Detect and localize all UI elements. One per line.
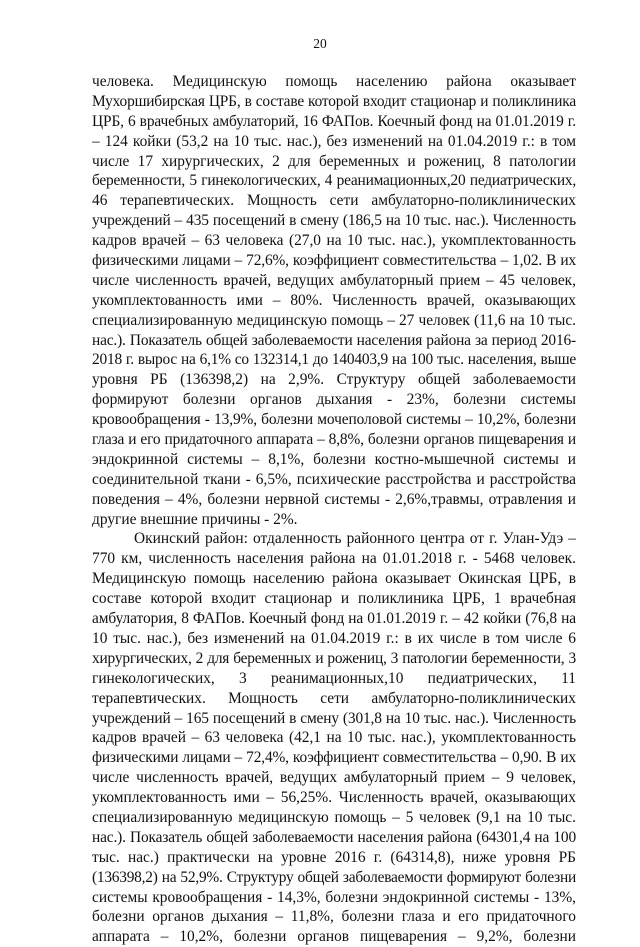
text-line: кровообращения - 13,9%, болезни мочеполовой системы – 10,2%, болезни [92,411,576,429]
text-line: кадров врачей – 63 человека (42,1 на 10 тыс. нас.), укомплектованность [92,729,576,747]
text-line: системы кровообращения - 14,3%, болезни эндокринной системы - 13%, [92,888,576,906]
text-line: аппарата – 10,2%, болезни органов пищеварения – 9,2%, болезни [92,928,576,946]
text-line: Мухоршибирская ЦРБ, в составе которой входит стационар и поликлиника [92,92,576,110]
text-line: Медицинскую помощь населению района оказывает Окинская ЦРБ, в [92,570,576,588]
text-line: болезни органов дыхания – 11,8%, болезни глаза и его придаточного [92,908,576,926]
text-line: тыс. нас.) практически на уровне 2016 г. (64314,8), ниже уровня РБ [92,848,576,866]
text-line: ЦРБ, 6 врачебных амбулаторий, 16 ФАПов. Коечный фонд на 01.01.2019 г. [92,112,576,130]
text-line: кадров врачей – 63 человека (27,0 на 10 тыс. нас.), укомплектованность [92,232,576,250]
text-line: терапевтических. Мощность сети амбулаторно-поликлинических [92,689,576,707]
text-line: составе которой входит стационар и поликлиника ЦРБ, 1 врачебная [92,590,576,608]
text-line: физическими лицами – 72,6%, коэффициент совместительства – 1,02. В их [92,252,576,270]
text-line: – 124 койки (53,2 на 10 тыс. нас.), без изменений на 01.04.2019 г.: в том [92,132,576,150]
text-line: амбулатория, 8 ФАПов. Коечный фонд на 01.01.2019 г. – 42 койки (76,8 на [92,610,576,628]
text-line: гинекологических, 3 реанимационных,10 педиатрических, 11 [92,669,576,687]
text-line: эндокринной системы – 8,1%, болезни костно-мышечной системы и [92,450,576,468]
text-line: числе 17 хирургических, 2 для беременных и рожениц, 8 патологии [92,152,576,170]
text-line: специализированную медицинскую помощь – 5 человек (9,1 на 10 тыс. [92,808,576,826]
page-number: 20 [313,36,327,51]
text-line: 10 тыс. нас.), без изменений на 01.04.2019 г.: в их числе в том числе 6 [92,629,576,647]
text-line: нас.). Показатель общей заболеваемости населения района (64301,4 на 100 [92,828,576,846]
body-text [92,72,576,947]
text-line: нас.). Показатель общей заболеваемости населения района за период 2016- [92,331,576,349]
text-line: другие внешние причины - 2%. [92,510,298,528]
text-line: соединительной ткани - 6,5%, психические расстройства и расстройства [92,470,576,488]
text-line: поведения – 4%, болезни нервной системы - 2,6%,травмы, отравления и [92,490,576,508]
text-line: физическими лицами – 72,4%, коэффициент совместительства – 0,90. В их [92,749,576,767]
text-line: учреждений – 165 посещений в смену (301,8 на 10 тыс. нас.). Численность [92,709,576,727]
text-line: уровня РБ (136398,2) на 2,9%. Структуру общей заболеваемости [92,371,576,389]
text-line: специализированную медицинскую помощь – 27 человек (11,6 на 10 тыс. [92,311,576,329]
text-line: учреждений – 435 посещений в смену (186,5 на 10 тыс. нас.). Численность [92,212,576,230]
text-line: хирургических, 2 для беременных и рожениц, 3 патологии беременности, 3 [92,649,576,667]
text-line: человека. Медицинскую помощь населению района оказывает [92,73,576,90]
text-line: числе численность врачей, ведущих амбулаторный прием – 45 человек, [92,271,576,289]
text-line: 770 км, численность населения района на 01.01.2018 г. - 5468 человек. [92,550,576,568]
text-line: глаза и его придаточного аппарата – 8,8%, болезни органов пищеварения и [92,431,576,449]
text-line: 2018 г. вырос на 6,1% со 132314,1 до 140403,9 на 100 тыс. населения, выше [92,351,576,369]
text-line: 46 терапевтических. Мощность сети амбулаторно-поликлинических [92,192,576,210]
text-line: числе численность врачей, ведущих амбулаторный прием – 9 человек, [92,769,576,787]
text-line: формируют болезни органов дыхания - 23%, болезни системы [92,391,576,409]
text-line: укомплектованность ими – 56,25%. Численность врачей, оказывающих [92,789,576,807]
text-line: беременности, 5 гинекологических, 4 реанимационных,20 педиатрических, [92,172,576,190]
text-line: укомплектованность ими – 80%. Численность врачей, оказывающих [92,291,576,309]
text-line: (136398,2) на 52,9%. Структуру общей заболеваемости формируют болезни [92,868,576,886]
text-line: Окинский район: отдаленность районного центра от г. Улан-Удэ – [134,530,576,548]
